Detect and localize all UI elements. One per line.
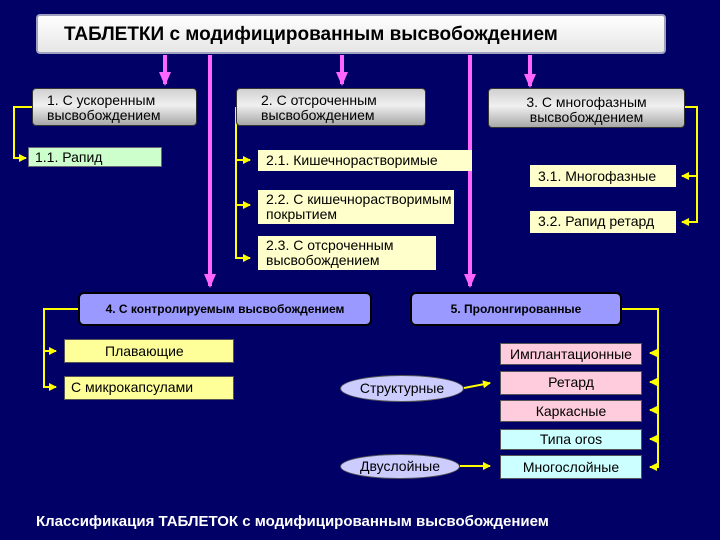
category-delayed-line2: высвобождением	[261, 107, 375, 124]
category-prolonged: 5. Пролонгированные	[410, 292, 622, 326]
category-multiphase-line1: 3. С многофазным	[526, 94, 647, 110]
category-delayed-line1: 2. С отсроченным	[261, 92, 377, 108]
diagram-title: ТАБЛЕТКИ с модифицированным высвобождением	[36, 14, 666, 54]
category-multiphase	[488, 88, 685, 128]
subcategory-delayed-release	[258, 236, 436, 270]
category-controlled: 4. С контролируемым высвобождением	[78, 292, 372, 326]
category-accelerated	[32, 88, 197, 126]
subcategory-rapid-retard: 3.2. Рапид ретард	[530, 211, 676, 233]
subcategory-rapid: 1.1. Рапид	[28, 147, 162, 167]
subcategory-enteric: 2.1. Кишечнорастворимые	[258, 150, 472, 171]
subcategory-delayed-release-line2: высвобождением	[266, 252, 380, 269]
type-framework: Каркасные	[500, 400, 642, 422]
oval-structural: Структурные	[340, 375, 464, 402]
subcategory-multiphase-item: 3.1. Многофазные	[530, 165, 676, 187]
oval-bilayer: Двуслойные	[340, 454, 460, 479]
type-multilayer: Многослойные	[500, 455, 642, 479]
connector-structural	[464, 383, 490, 388]
type-microcapsules: С микрокапсулами	[64, 376, 234, 400]
type-implant: Имплантационные	[500, 343, 642, 365]
subcategory-enteric-coated-line2: покрытием	[266, 206, 337, 223]
subcategory-enteric-coated-line1: 2.2. С кишечнорастворимым	[266, 191, 452, 207]
type-floating: Плавающие	[64, 339, 234, 363]
subcategory-enteric-coated	[258, 190, 454, 224]
category-multiphase-line2: высвобождением	[529, 109, 644, 126]
category-accelerated-line1: 1. С ускоренным	[47, 92, 156, 108]
type-oros: Типа oros	[500, 429, 642, 450]
connector-delayed-release	[236, 107, 250, 258]
subcategory-delayed-release-line1: 2.3. С отсроченным	[266, 237, 394, 253]
category-accelerated-line2: высвобождением	[47, 107, 161, 124]
diagram-caption: Классификация ТАБЛЕТОК с модифицированным высвобождением	[36, 513, 549, 530]
category-delayed	[236, 88, 426, 126]
type-retard: Ретард	[500, 371, 642, 395]
